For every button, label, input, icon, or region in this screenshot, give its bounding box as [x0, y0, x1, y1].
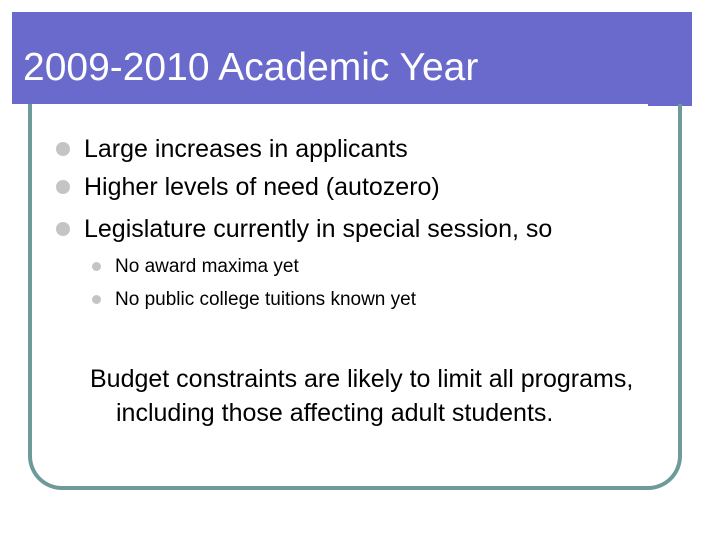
bullet-text: Large increases in applicants — [84, 135, 408, 163]
bullet-dot-icon — [56, 142, 70, 156]
summary-text: Budget constraints are likely to limit all programs, including those affecting adult students. — [90, 365, 634, 427]
bullet-text: Legislature currently in special session, so — [84, 215, 553, 243]
sub-bullet-dot-icon — [92, 295, 101, 304]
sub-bullet-text: No public college tuitions known yet — [115, 289, 417, 310]
bullet-dot-icon — [56, 180, 70, 194]
sub-bullet-text: No award maxima yet — [115, 256, 299, 277]
slide-title: 2009-2010 Academic Year — [23, 46, 479, 89]
bullet-text: Higher levels of need (autozero) — [84, 173, 440, 201]
bullet-dot-icon — [56, 222, 70, 236]
sub-bullet-dot-icon — [92, 262, 101, 271]
